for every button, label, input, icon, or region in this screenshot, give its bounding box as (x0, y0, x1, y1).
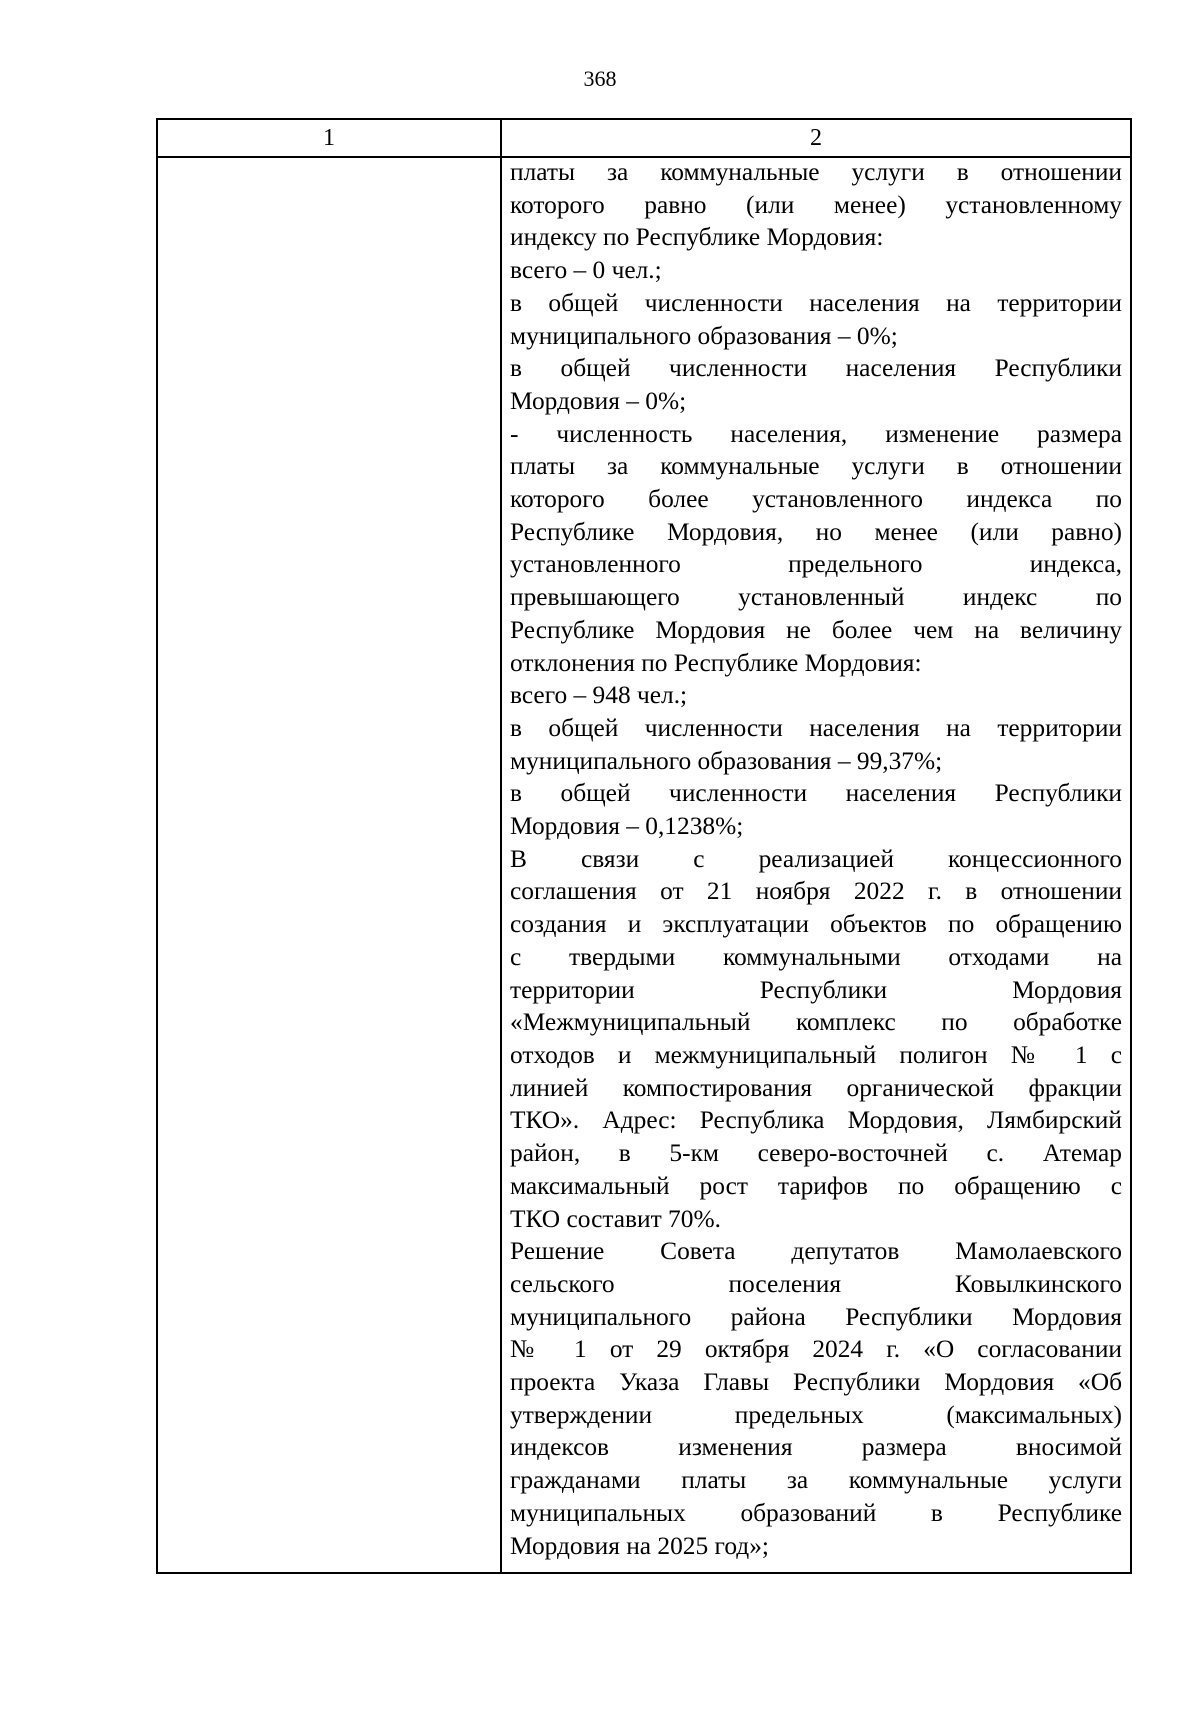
text-line: которого равно (или менее) установленному (510, 190, 1122, 219)
text-line: гражданами платы за коммунальные услуги (510, 1466, 1122, 1495)
text-line: утверждении предельных (максимальных) (510, 1400, 1122, 1429)
text-line: муниципального образования – 99,37%; (510, 746, 943, 775)
text-line: Мордовия – 0%; (510, 386, 687, 415)
text-line: Республике Мордовия, но менее (или равно) (510, 517, 1122, 546)
column-divider (500, 120, 502, 1572)
text-line: сельского поселения Ковылкинского (510, 1269, 1122, 1298)
text-line: максимальный рост тарифов по обращению с (510, 1171, 1122, 1200)
text-line: отходов и межмуниципальный полигон № 1 с (510, 1040, 1122, 1069)
text-line: которого более установленного индекса по (510, 485, 1122, 514)
text-line: Решение Совета депутатов Мамолаевского (510, 1237, 1122, 1266)
text-line: район, в 5-км северо-восточней с. Атемар (510, 1139, 1122, 1168)
text-line: проекта Указа Главы Республики Мордовия «Об (510, 1368, 1122, 1397)
text-line: в общей численности населения на территории (510, 713, 1122, 742)
text-line: всего – 0 чел.; (510, 256, 662, 285)
text-line: № 1 от 29 октября 2024 г. «О согласовании (510, 1335, 1122, 1364)
text-line: ТКО составит 70%. (510, 1204, 721, 1233)
text-line: индексу по Республике Мордовия: (510, 223, 884, 252)
column-header-2: 2 (810, 125, 822, 151)
text-line: индексов изменения размера вносимой (510, 1433, 1122, 1462)
text-line: платы за коммунальные услуги в отношении (510, 452, 1122, 481)
text-line: ТКО». Адрес: Республика Мордовия, Лямбирский (510, 1106, 1122, 1135)
text-line: всего – 948 чел.; (510, 681, 688, 710)
text-line: Мордовия – 0,1238%; (510, 812, 744, 841)
table-header-row (158, 120, 1130, 158)
text-line: с твердыми коммунальными отходами на (510, 942, 1122, 971)
text-line: соглашения от 21 ноября 2022 г. в отношении (510, 877, 1122, 906)
document-table (156, 118, 1132, 1574)
text-line: - численность населения, изменение размера (510, 419, 1122, 448)
table-cell-column-2 (510, 156, 1122, 1562)
text-line: в общей численности населения Республики (510, 779, 1122, 808)
table-cell-column-1 (158, 158, 500, 1572)
column-header-1: 1 (323, 125, 335, 151)
text-line: Республике Мордовия не более чем на величину (510, 615, 1122, 644)
text-line: муниципального района Республики Мордовия (510, 1302, 1122, 1331)
text-line: муниципальных образований в Республике (510, 1498, 1122, 1527)
text-line: установленного предельного индекса, (510, 550, 1122, 579)
text-line: в общей численности населения Республики (510, 354, 1122, 383)
text-line: в общей численности населения на территории (510, 288, 1122, 317)
text-line: Мордовия на 2025 год»; (510, 1531, 769, 1560)
text-line: территории Республики Мордовия (510, 975, 1122, 1004)
text-line: В связи с реализацией концессионного (510, 844, 1122, 873)
page-number: 368 (583, 66, 617, 91)
text-line: «Межмуниципальный комплекс по обработке (510, 1008, 1122, 1037)
text-line: муниципального образования – 0%; (510, 321, 898, 350)
text-line: линией компостирования органической фракции (510, 1073, 1122, 1102)
text-line: отклонения по Республике Мордовия: (510, 648, 922, 677)
text-line: платы за коммунальные услуги в отношении (510, 158, 1122, 186)
text-line: создания и эксплуатации объектов по обращению (510, 910, 1122, 939)
text-line: превышающего установленный индекс по (510, 583, 1122, 612)
